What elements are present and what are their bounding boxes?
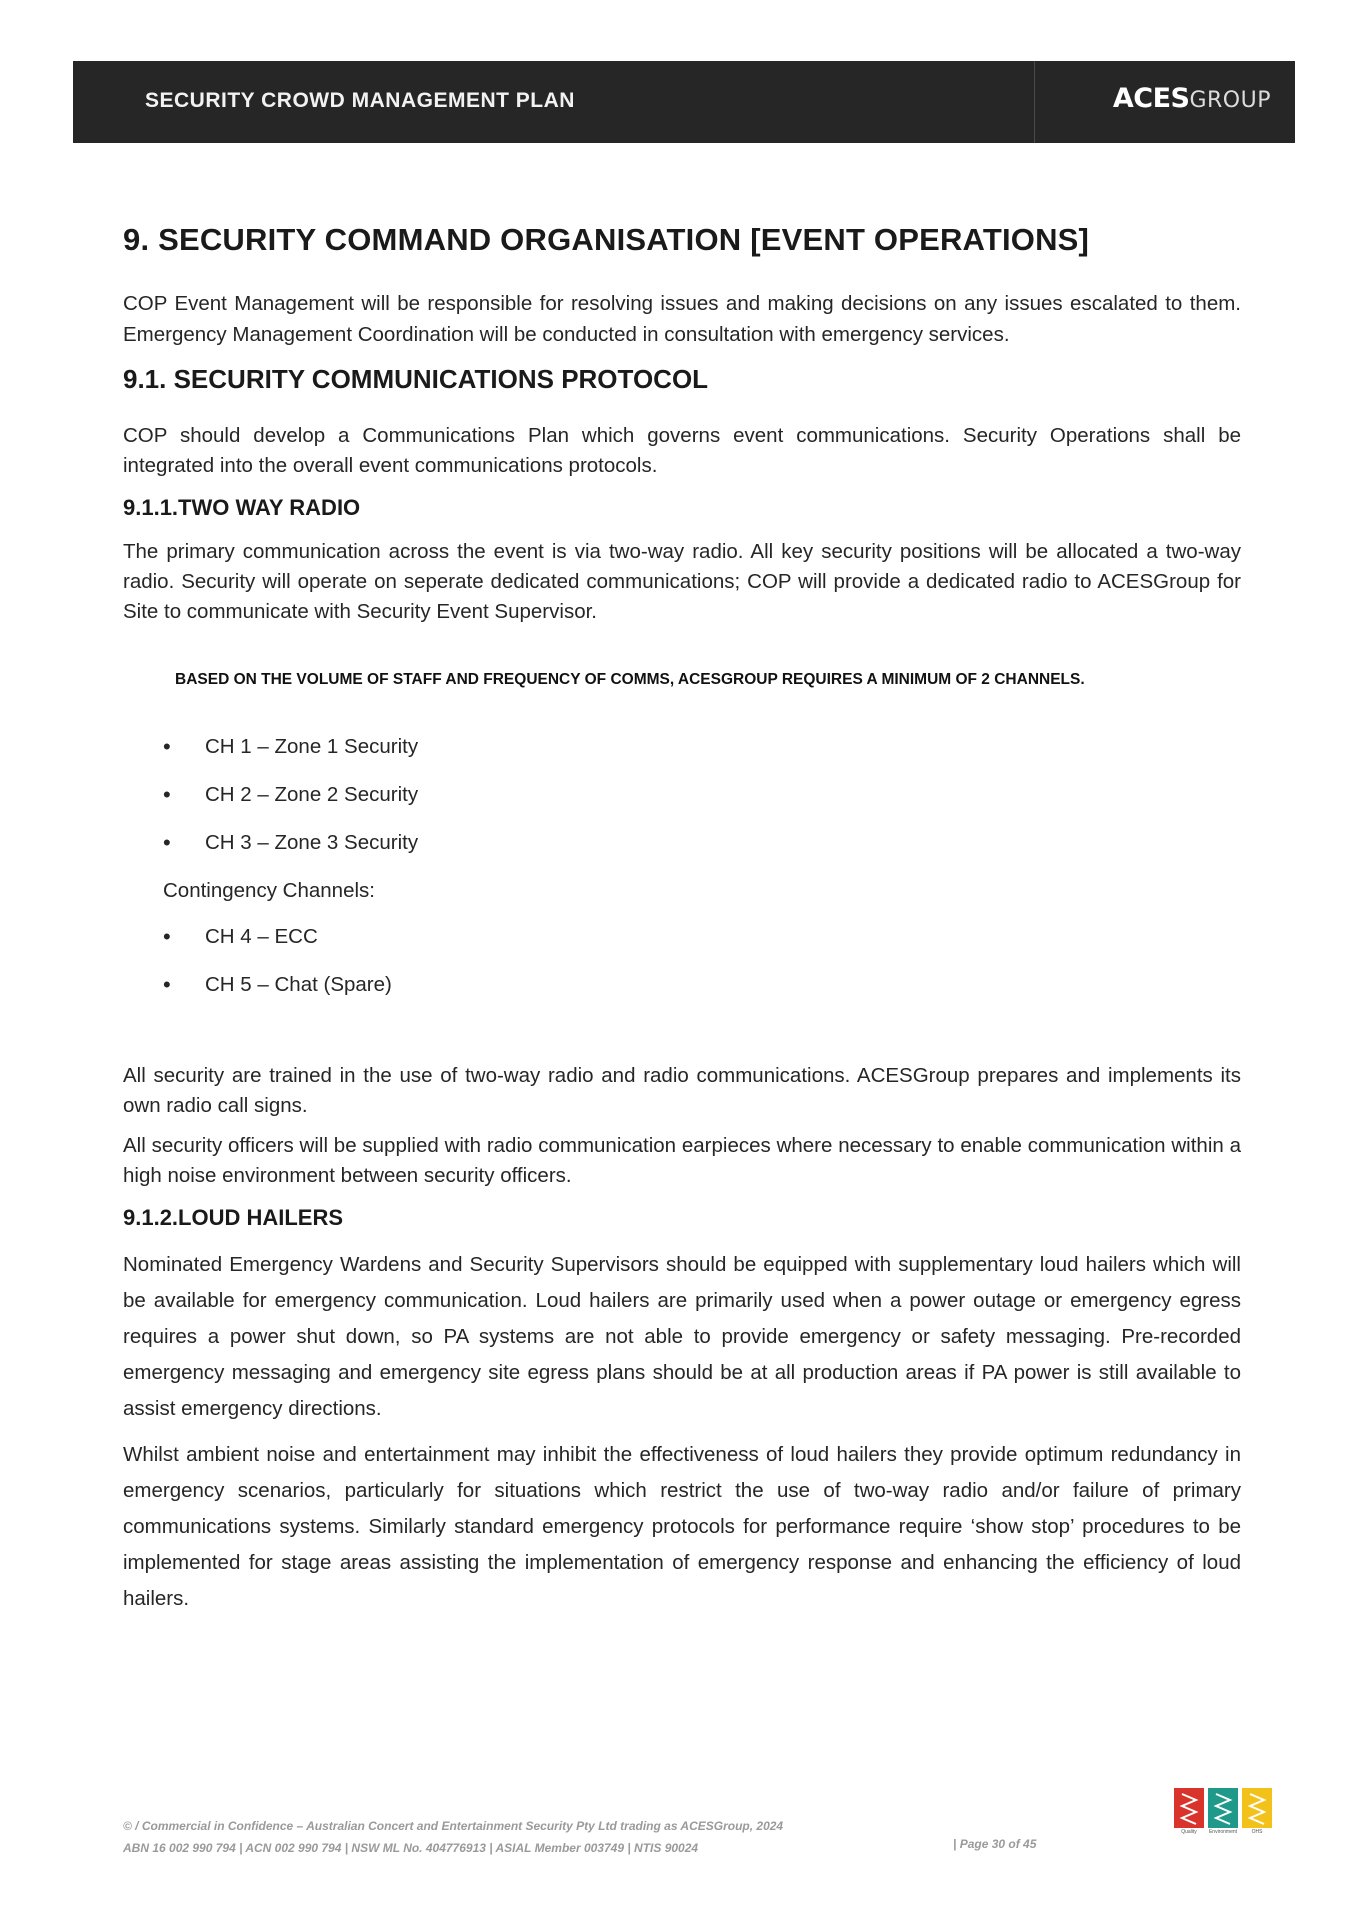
channel-notice: BASED ON THE VOLUME OF STAFF AND FREQUENCY OF COMMS, ACESGROUP REQUIRES A MINIMUM OF 2 CHANNELS. [175,671,1085,688]
logo-light-text: GROUP [1189,88,1271,113]
channel-list [163,723,1241,867]
environment-cert-icon [1208,1788,1238,1828]
cert-label: Quality [1181,1829,1197,1835]
quality-cert-icon [1174,1788,1204,1828]
section-heading: 9. SECURITY COMMAND ORGANISATION [EVENT OPERATIONS] [123,222,1090,257]
page-content [123,222,1241,1627]
radio-intro: The primary communication across the event is via two-way radio. All key security positions will be allocated a two-way radio. Security will operate on seperate dedicated communications; COP will provide a dedicated radio to ACESGroup for Site to communicate with Security Event Supervisor. [123,540,1241,623]
ohs-cert-icon [1242,1788,1272,1828]
document-title: SECURITY CROWD MANAGEMENT PLAN [145,89,575,112]
hailers-heading: 9.1.2.LOUD HAILERS [123,1205,344,1230]
contingency-label: Contingency Channels: [163,879,375,902]
ohs-cert-badge [1242,1788,1272,1844]
environment-cert-badge [1208,1788,1238,1844]
cert-label: Environment [1208,1829,1238,1835]
list-item: • CH 1 – Zone 1 Security [163,723,1241,771]
company-logo [1113,83,1271,114]
contingency-list [163,913,1241,1009]
hailers-paragraph-1: Nominated Emergency Wardens and Security Supervisors should be equipped with supplementary loud hailers which will be available for emergency communication. Loud hailers are primarily used when a power outage or emergency egress requires a power shut down, so PA systems are not able to provide emergency or safety messaging. Pre-recorded emergency messaging and emergency site egress plans should be at all production areas if PA power is still available to assist emergency directions. [123,1253,1241,1420]
page-footer [123,1815,1303,1859]
certification-badges [1174,1788,1272,1844]
quality-cert-badge [1174,1788,1204,1844]
header-divider [1034,61,1035,143]
list-item: • CH 2 – Zone 2 Security [163,771,1241,819]
comms-heading: 9.1. SECURITY COMMUNICATIONS PROTOCOL [123,364,709,394]
page-number: | Page 30 of 45 [953,1837,1037,1851]
cert-label: OHS [1251,1829,1263,1835]
list-item: • CH 5 – Chat (Spare) [163,961,1241,1009]
logo-bold-text: ACES [1112,83,1190,114]
comms-intro: COP should develop a Communications Plan which governs event communications. Security Operations shall be integrated into the overall event communications protocols. [123,424,1241,477]
radio-heading: 9.1.1.TWO WAY RADIO [123,495,361,520]
page-header [73,61,1295,143]
training-paragraph: All security are trained in the use of two-way radio and radio communications. ACESGroup prepares and implements its own radio call signs. [123,1064,1241,1117]
registration-line: ABN 16 002 990 794 | ACN 002 990 794 | NSW ML No. 404776913 | ASIAL Member 003749 | NTIS 90024 [123,1841,699,1855]
section-intro: COP Event Management will be responsible for resolving issues and making decisions on any issues escalated to them. Emergency Management Coordination will be conducted in consultation with emergency services. [123,292,1241,346]
list-item: • CH 3 – Zone 3 Security [163,819,1241,867]
list-item: • CH 4 – ECC [163,913,1241,961]
copyright-line: © / Commercial in Confidence – Australian Concert and Entertainment Security Pty Ltd trading as ACESGroup, 2024 [123,1819,784,1833]
earpieces-paragraph: All security officers will be supplied with radio communication earpieces where necessary to enable communication within a high noise environment between security officers. [123,1134,1241,1187]
hailers-paragraph-2: Whilst ambient noise and entertainment may inhibit the effectiveness of loud hailers they provide optimum redundancy in emergency scenarios, particularly for situations which restrict the use of two-way radio and/or failure of primary communications systems. Similarly standard emergency protocols for performance require ‘show stop’ procedures to be implemented for stage areas assisting the implementation of emergency response and enhancing the efficiency of loud hailers. [123,1443,1241,1610]
